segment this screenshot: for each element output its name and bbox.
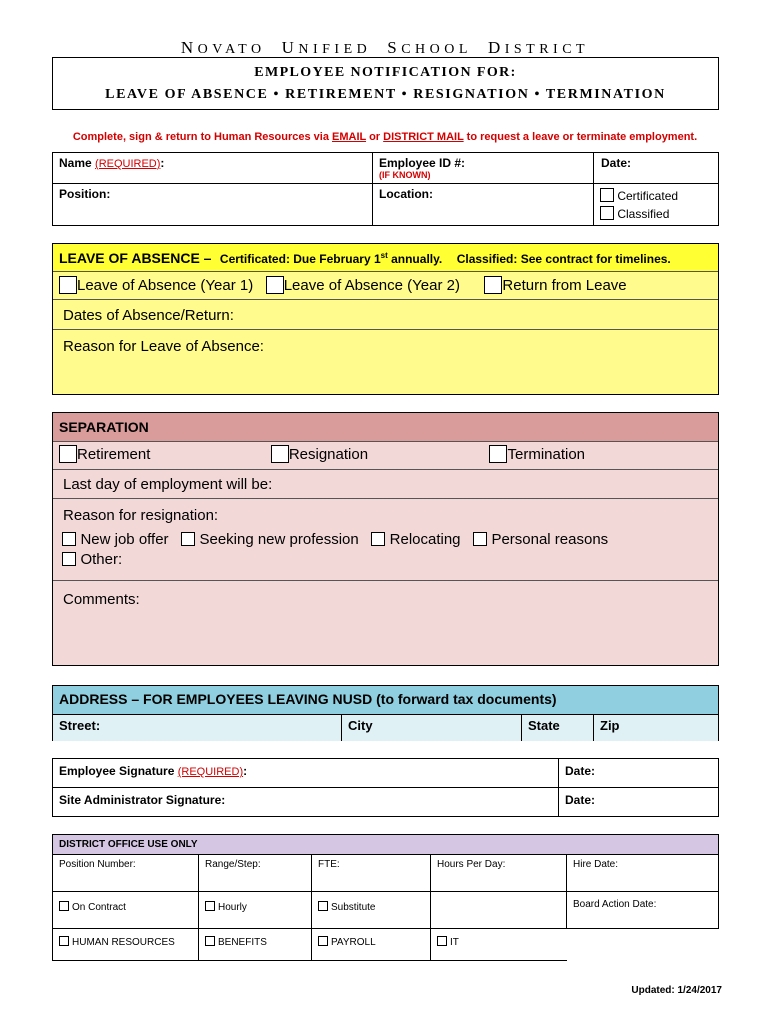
city-label: City — [348, 718, 373, 733]
leave-year2-checkbox[interactable] — [266, 276, 284, 294]
resignation-reason-block — [53, 499, 718, 581]
employee-info-table — [52, 152, 719, 226]
range-step-field[interactable] — [199, 855, 312, 892]
address-header — [53, 686, 718, 715]
position-number-field[interactable] — [53, 855, 199, 892]
payroll-checkbox[interactable] — [318, 936, 328, 946]
hire-date-label: Hire Date: — [573, 859, 619, 870]
hourly-option — [199, 892, 312, 929]
street-label: Street: — [59, 718, 101, 733]
district-letter: S — [387, 38, 402, 57]
new-job-offer-label: New job offer — [80, 531, 169, 548]
retirement-label: Retirement — [77, 446, 151, 463]
leave-title: LEAVE OF ABSENCE – — [59, 250, 212, 266]
leave-year1-checkbox[interactable] — [59, 276, 77, 294]
leave-header — [53, 244, 718, 272]
colon: : — [160, 156, 165, 170]
if-known-tag: (IF KNOWN) — [379, 170, 431, 180]
other-reason-label: Other: — [80, 551, 123, 568]
district-mail-link[interactable]: DISTRICT MAIL — [383, 131, 464, 143]
leave-reason-label: Reason for Leave of Absence: — [63, 338, 264, 355]
date-label: Date: — [601, 156, 632, 170]
date-label: Date: — [565, 793, 596, 807]
classified-label: Classified — [617, 207, 670, 221]
payroll-option — [312, 929, 431, 961]
state-field[interactable] — [522, 715, 594, 741]
relocating-label: Relocating — [389, 531, 461, 548]
separation-type-row — [53, 442, 718, 470]
benefits-option — [199, 929, 312, 961]
district-word: CHOOL — [401, 42, 472, 57]
hourly-checkbox[interactable] — [205, 901, 215, 911]
termination-label: Termination — [507, 446, 586, 463]
location-field[interactable] — [373, 184, 594, 226]
empty-cell — [431, 892, 567, 929]
leave-of-absence-section — [52, 243, 719, 395]
district-word: ISTRICT — [504, 42, 590, 57]
separation-header — [53, 413, 718, 442]
on-contract-option — [53, 892, 199, 929]
dates-of-absence-label: Dates of Absence/Return: — [63, 307, 234, 324]
name-label: Name — [59, 156, 92, 170]
admin-signature-label: Site Administrator Signature: — [59, 793, 226, 807]
resignation-label: Resignation — [288, 446, 369, 463]
district-word: NIFIED — [298, 42, 372, 57]
benefits-checkbox[interactable] — [205, 936, 215, 946]
retirement-checkbox[interactable] — [59, 445, 77, 463]
district-name — [0, 38, 770, 58]
on-contract-checkbox[interactable] — [59, 901, 69, 911]
admin-signature-field[interactable] — [53, 788, 559, 817]
leave-year1-label: Leave of Absence (Year 1) — [77, 277, 254, 294]
position-number-label: Position Number: — [59, 859, 136, 870]
hours-per-day-field[interactable] — [431, 855, 567, 892]
district-letter: U — [281, 38, 299, 57]
classified-note: Classified: See contract for timelines. — [456, 252, 671, 266]
street-field[interactable] — [53, 715, 342, 741]
leave-options-row — [53, 272, 718, 300]
personal-reasons-label: Personal reasons — [491, 531, 609, 548]
district-word: OVATO — [197, 42, 266, 57]
return-from-leave-label: Return from Leave — [502, 277, 627, 294]
instructions-text: or — [366, 131, 384, 143]
board-action-date-label: Board Action Date: — [573, 899, 657, 910]
form-title: EMPLOYEE NOTIFICATION FOR: — [254, 65, 517, 80]
employee-signature-date-field[interactable] — [559, 759, 719, 788]
form-subtitle: LEAVE OF ABSENCE • RETIREMENT • RESIGNATION • TERMINATION — [105, 87, 666, 102]
seeking-new-profession-label: Seeking new profession — [199, 531, 359, 548]
leave-reason-field[interactable] — [53, 330, 718, 395]
employee-type-cell — [594, 184, 719, 226]
address-title: ADDRESS – FOR EMPLOYEES LEAVING NUSD (to forward tax documents) — [59, 691, 557, 707]
email-link[interactable]: EMAIL — [332, 131, 367, 143]
address-fields-row — [53, 715, 718, 741]
office-use-title: DISTRICT OFFICE USE ONLY — [59, 839, 198, 850]
certificated-deadline: Certificated: Due February 1 — [219, 252, 381, 266]
ordinal-suffix: st — [380, 251, 388, 260]
certificated-checkbox[interactable] — [600, 188, 614, 202]
hourly-label: Hourly — [218, 902, 247, 913]
hr-checkbox[interactable] — [59, 936, 69, 946]
termination-checkbox[interactable] — [489, 445, 507, 463]
location-label: Location: — [379, 187, 433, 201]
resignation-reason-label: Reason for resignation: — [63, 507, 219, 524]
date-field[interactable] — [594, 153, 719, 184]
position-field[interactable] — [53, 184, 373, 226]
city-field[interactable] — [342, 715, 522, 741]
it-checkbox[interactable] — [437, 936, 447, 946]
resignation-checkbox[interactable] — [271, 445, 289, 463]
substitute-checkbox[interactable] — [318, 901, 328, 911]
comments-label: Comments: — [63, 591, 140, 608]
position-label: Position: — [59, 187, 111, 201]
required-tag: (REQUIRED) — [95, 158, 161, 170]
employee-signature-field[interactable] — [53, 759, 559, 788]
certificated-label: Certificated — [617, 189, 679, 203]
payroll-label: PAYROLL — [331, 937, 376, 948]
classified-checkbox[interactable] — [600, 206, 614, 220]
hire-date-field[interactable] — [567, 855, 719, 892]
employee-id-field[interactable] — [373, 153, 594, 184]
substitute-label: Substitute — [331, 902, 376, 913]
empty-cell — [567, 929, 719, 961]
dates-of-absence-field[interactable] — [53, 300, 718, 330]
zip-label: Zip — [600, 718, 620, 733]
instructions-text: Complete, sign & return to Human Resources via — [72, 131, 332, 143]
leave-year2-label: Leave of Absence (Year 2) — [283, 277, 460, 294]
district-letter: N — [180, 38, 198, 57]
hr-label: HUMAN RESOURCES — [72, 937, 175, 948]
admin-signature-date-field[interactable] — [559, 788, 719, 817]
district-letter: D — [487, 38, 505, 57]
instructions-text: to request a leave or terminate employment. — [463, 131, 698, 143]
form-title-box — [52, 57, 719, 110]
employee-signature-label: Employee Signature — [59, 764, 175, 778]
fte-label: FTE: — [318, 859, 340, 870]
separation-section — [52, 412, 719, 666]
it-label: IT — [450, 937, 459, 948]
comments-field[interactable] — [53, 581, 718, 667]
fte-field[interactable] — [312, 855, 431, 892]
state-label: State — [528, 718, 560, 733]
employee-id-label: Employee ID #: — [379, 156, 466, 170]
address-section — [52, 685, 719, 741]
office-use-header — [53, 835, 719, 855]
updated-date: Updated: 1/24/2017 — [631, 985, 722, 996]
certificated-deadline-suffix: annually. — [387, 252, 443, 266]
relocating-checkbox[interactable] — [371, 532, 385, 546]
new-job-offer-checkbox[interactable] — [62, 532, 76, 546]
last-day-label: Last day of employment will be: — [63, 476, 273, 493]
separation-title: SEPARATION — [59, 419, 149, 435]
benefits-label: BENEFITS — [218, 937, 267, 948]
district-office-table — [52, 834, 719, 961]
substitute-option — [312, 892, 431, 929]
colon: : — [243, 764, 248, 778]
signature-table — [52, 758, 719, 817]
zip-field[interactable] — [594, 715, 718, 741]
board-action-date-field[interactable] — [567, 892, 719, 929]
personal-reasons-checkbox[interactable] — [473, 532, 487, 546]
return-from-leave-checkbox[interactable] — [484, 276, 502, 294]
range-step-label: Range/Step: — [205, 859, 261, 870]
name-field[interactable] — [53, 153, 373, 184]
hours-per-day-label: Hours Per Day: — [437, 859, 506, 870]
last-day-field[interactable] — [53, 470, 718, 499]
instructions — [0, 131, 770, 143]
hr-option — [53, 929, 199, 961]
seeking-new-profession-checkbox[interactable] — [181, 532, 195, 546]
other-reason-checkbox[interactable] — [62, 552, 76, 566]
date-label: Date: — [565, 764, 596, 778]
on-contract-label: On Contract — [72, 902, 126, 913]
required-tag: (REQUIRED) — [177, 766, 244, 778]
it-option — [431, 929, 567, 961]
